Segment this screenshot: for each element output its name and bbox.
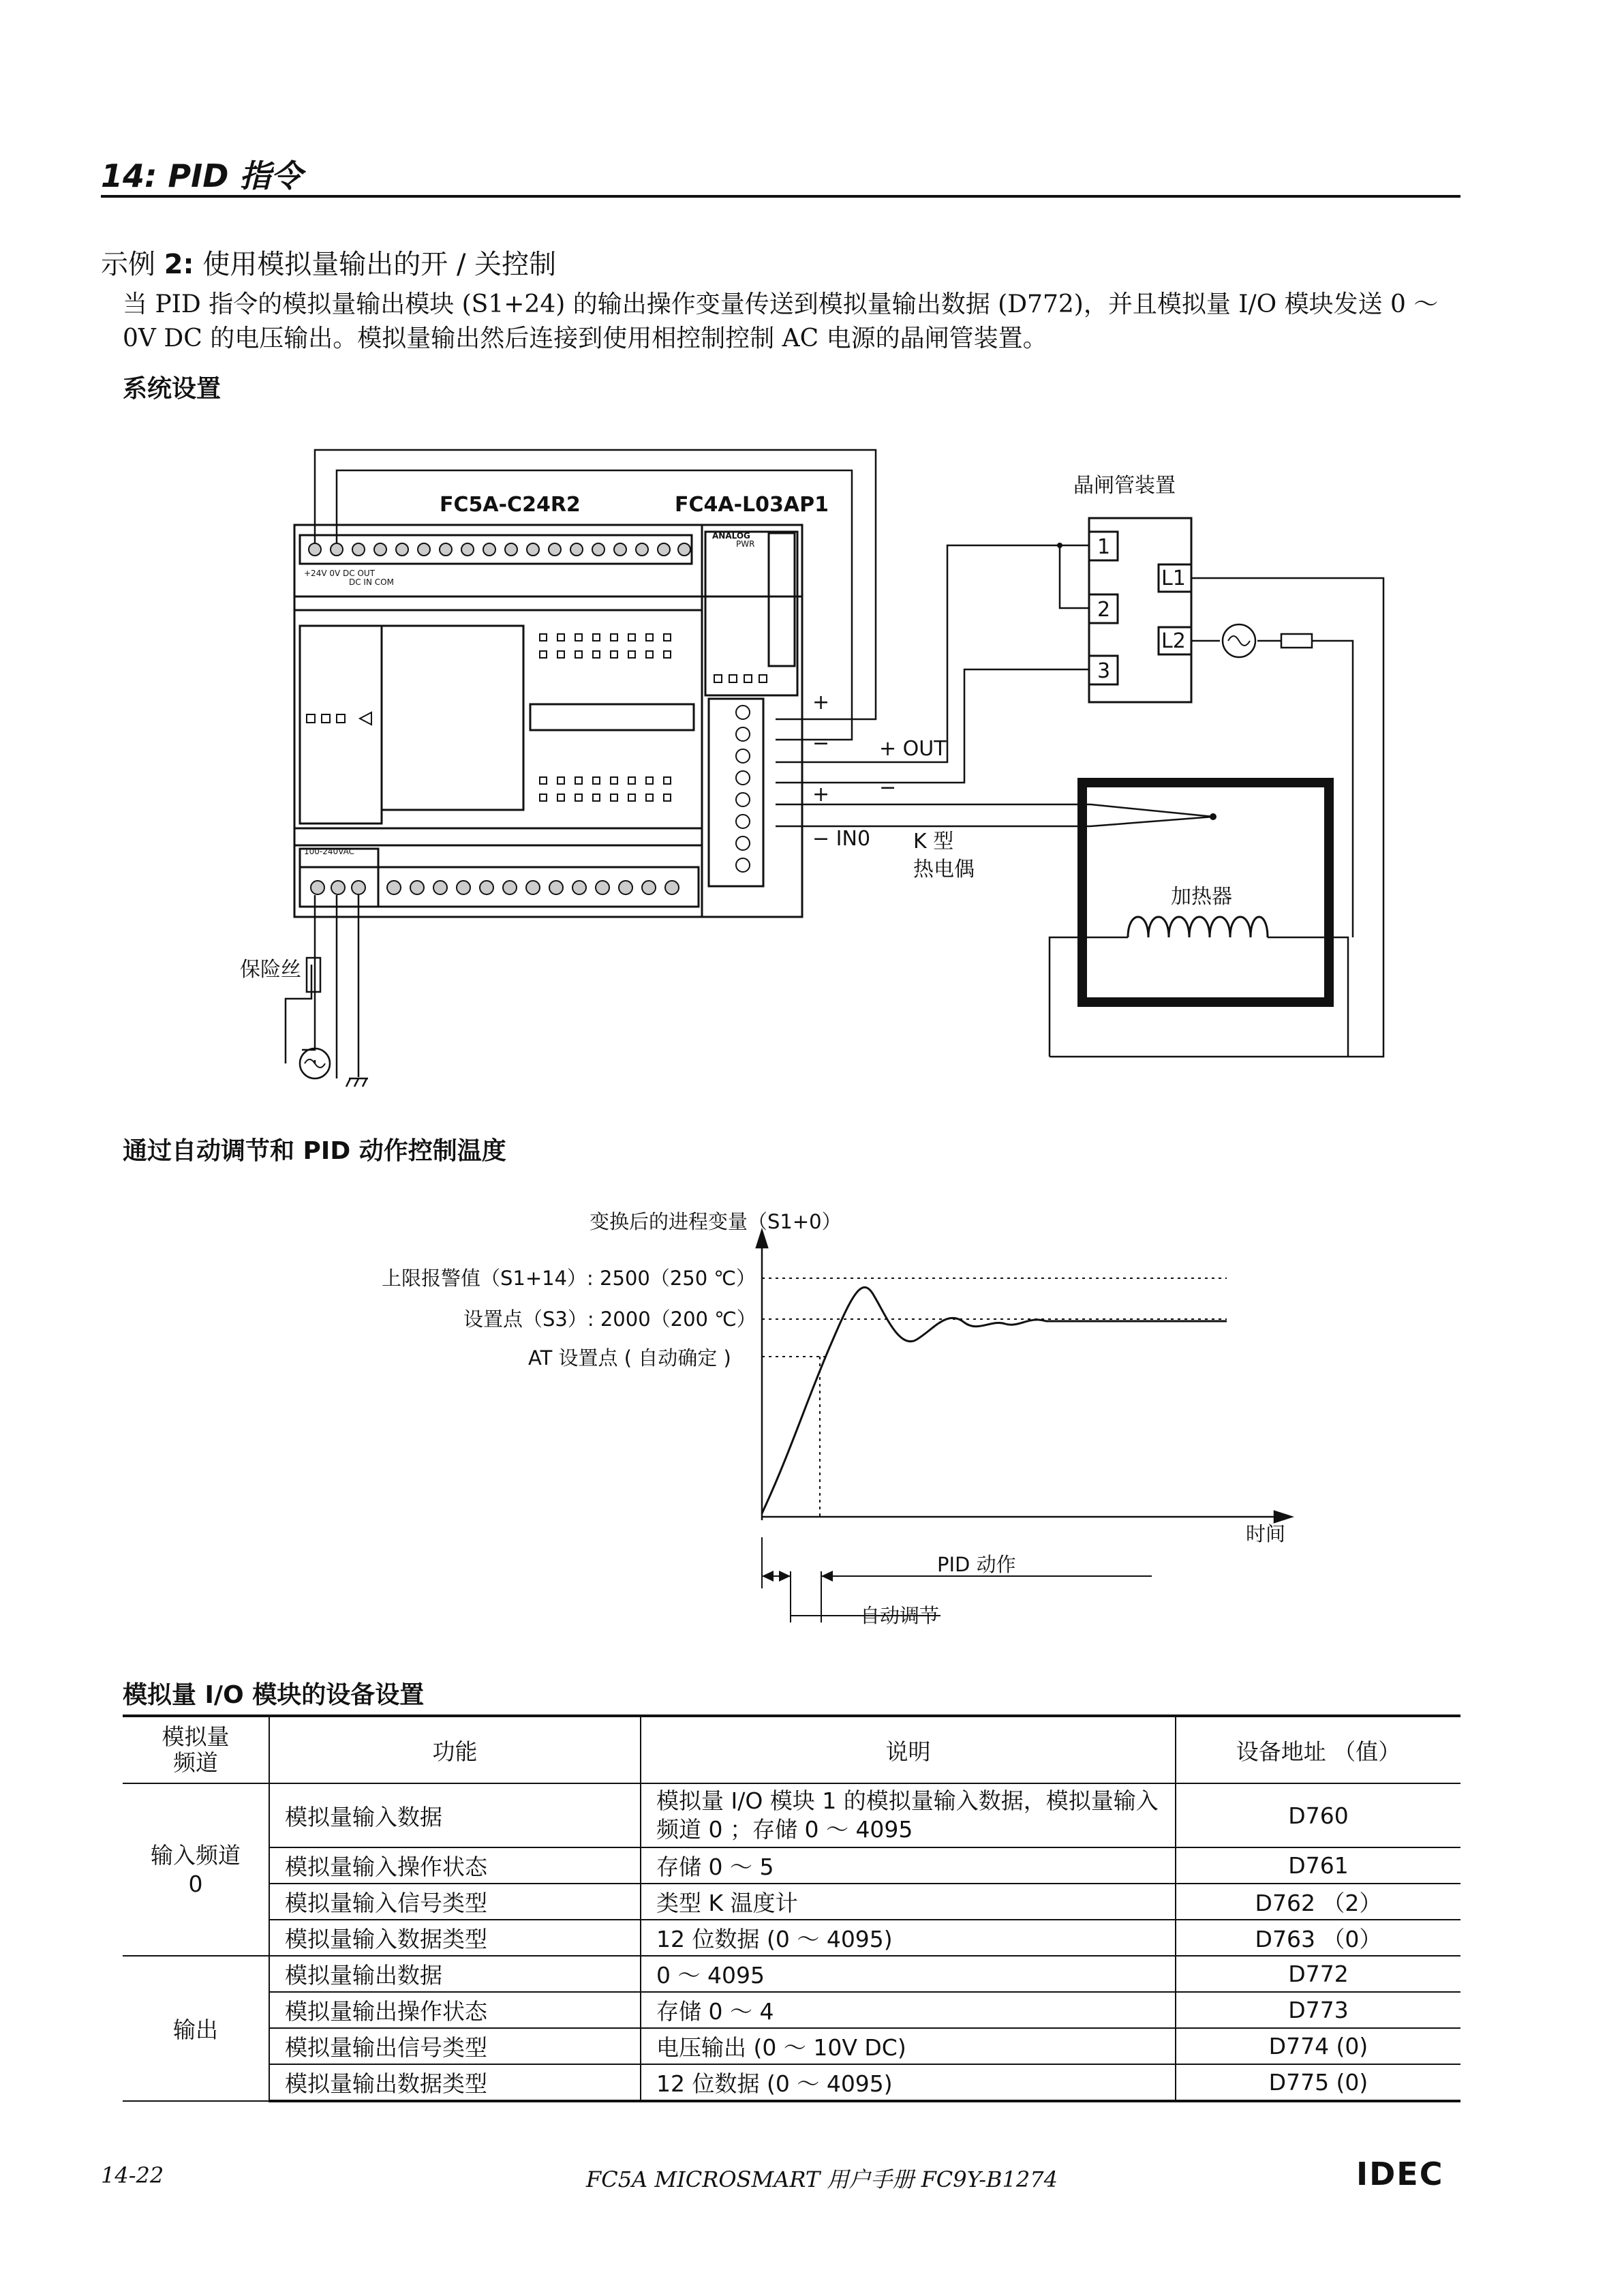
fuse-label: 保险丝 [240,958,301,982]
top-terminals [309,543,690,556]
heater-label: 加热器 [1171,885,1232,909]
device-settings-table [123,1715,1460,2102]
cell-address: D774 (0) [1176,2028,1460,2064]
out-label: + OUT [879,737,947,761]
table-heading: 模拟量 I/O 模块的设备设置 [123,1681,425,1709]
left-fuse-icon [307,958,320,992]
table-row [123,2064,1460,2101]
io-model-label: FC4A-L03AP1 [675,493,829,517]
led-rows [307,634,767,801]
process-variable-curve [762,1287,1227,1513]
cpu-model-label: FC5A-C24R2 [440,493,581,517]
chapter-title: 14: PID 指令 [101,157,303,194]
cell-function: 模拟量输入数据 [269,1783,641,1847]
cell-address: D763 （0） [1176,1920,1460,1956]
cell-description: 电压输出 (0 ～ 10V DC) [641,2028,1176,2064]
thyristor-label: 晶闸管装置 [1073,474,1176,498]
thermocouple-label: 热电偶 [913,858,975,881]
cell-description: 12 位数据 (0 ～ 4095) [641,2064,1176,2101]
intro-paragraph: 当 PID 指令的模拟量输出模块 (S1+24) 的输出操作变量传送到模拟量输出数据 (D772)，并且模拟量 I/O 模块发送 0 ～ 0V DC 的电压输出。模拟量输出然后连接到使用相控制控制 AC 电源的晶闸管装置。 [123,290,1439,352]
y-axis-label: 变换后的进程变量（S1+0） [590,1210,842,1233]
x-axis-arrow [1274,1511,1291,1522]
dc-in-text: DC IN COM [349,577,394,587]
cell-address: D773 [1176,1992,1460,2028]
system-setup-heading: 系统设置 [123,375,221,403]
header-function: 功能 [269,1716,641,1783]
example-title-prefix: 示例 [101,249,164,280]
terminal-l2: L2 [1161,629,1186,653]
header-address: 设备地址 （值） [1176,1716,1460,1783]
at-set-point-label: AT 设置点 ( 自动确定 ) [528,1346,731,1370]
group-channel-output: 输出 [123,1956,269,2101]
cell-function: 模拟量输入信号类型 [269,1884,641,1920]
cell-function: 模拟量输出信号类型 [269,2028,641,2064]
cell-function: 模拟量输出操作状态 [269,1992,641,2028]
page-number: 14-22 [101,2162,164,2188]
manual-title: FC5A MICROSMART 用户手册 FC9Y-B1274 [586,2166,1058,2192]
group-channel-input: 输入频道 0 [123,1783,269,1956]
in0-label: − IN0 [812,827,871,851]
cell-address: D775 (0) [1176,2064,1460,2101]
header-description: 说明 [641,1716,1176,1783]
dc-out-text: +24V 0V DC OUT [304,569,375,578]
io-terminals [736,706,750,872]
table-row [123,1992,1460,2028]
cell-description: 存储 0 ～ 5 [641,1847,1176,1884]
table-row [123,1956,1460,1992]
cell-description: 12 位数据 (0 ～ 4095) [641,1920,1176,1956]
ground-icon [346,1078,368,1087]
bottom-terminals [311,881,679,894]
cell-function: 模拟量输入数据类型 [269,1920,641,1956]
cell-address: D762 （2） [1176,1884,1460,1920]
wires [286,450,1383,1078]
cell-description: 类型 K 温度计 [641,1884,1176,1920]
cell-address: D760 [1176,1783,1460,1847]
time-ranges [762,1537,1152,1622]
header-channel: 模拟量 频道 [123,1716,269,1783]
upper-alarm-label: 上限报警值（S1+14）: 2500（250 ℃） [382,1267,756,1290]
table-header-row [123,1716,1460,1783]
minus-1: − [812,731,830,755]
cell-description: 存储 0 ～ 4 [641,1992,1176,2028]
cell-address: D761 [1176,1847,1460,1884]
cell-description: 0 ～ 4095 [641,1956,1176,1992]
ac-in-text: 100-240VAC [304,847,354,856]
terminal-l1: L1 [1161,567,1186,590]
auto-tuning-label: 自动调节 [860,1604,940,1627]
cell-function: 模拟量输出数据类型 [269,2064,641,2101]
terminal-1: 1 [1097,535,1111,559]
table-row [123,2028,1460,2064]
cell-function: 模拟量输入操作状态 [269,1847,641,1884]
fuse-icon [1281,634,1312,648]
reference-lines [762,1278,1227,1517]
control-heading: 通过自动调节和 PID 动作控制温度 [123,1137,506,1165]
example-title-text: 使用模拟量输出的开 / 关控制 [194,249,557,280]
analog-text: ANALOG [712,531,750,541]
cell-address: D772 [1176,1956,1460,1992]
minus-2: − [879,776,897,800]
x-axis-label: 时间 [1246,1522,1286,1545]
idec-logo: IDEC [1356,2156,1444,2192]
heater-coil-icon [1128,917,1268,937]
cell-description: 模拟量 I/O 模块 1 的模拟量输入数据，模拟量输入频道 0 ；存储 0 ～ 4095 [641,1783,1176,1847]
pwr-text: PWR [736,539,755,549]
set-point-label: 设置点（S3）: 2000（200 ℃） [463,1308,756,1331]
table-row [123,1884,1460,1920]
terminal-3: 3 [1097,659,1111,683]
terminal-2: 2 [1097,598,1111,622]
cell-function: 模拟量输出数据 [269,1956,641,1992]
example-title-number: 2: [164,249,194,280]
plus-2: + [812,783,830,806]
table-row [123,1847,1460,1884]
thermocouple-type: K 型 [913,830,954,854]
table-row [123,1920,1460,1956]
plus-1: + [812,691,830,714]
table-row [123,1783,1460,1847]
control-graph [0,1193,1622,1643]
pid-action-label: PID 动作 [937,1553,1016,1576]
wiring-diagram [0,0,1622,1118]
